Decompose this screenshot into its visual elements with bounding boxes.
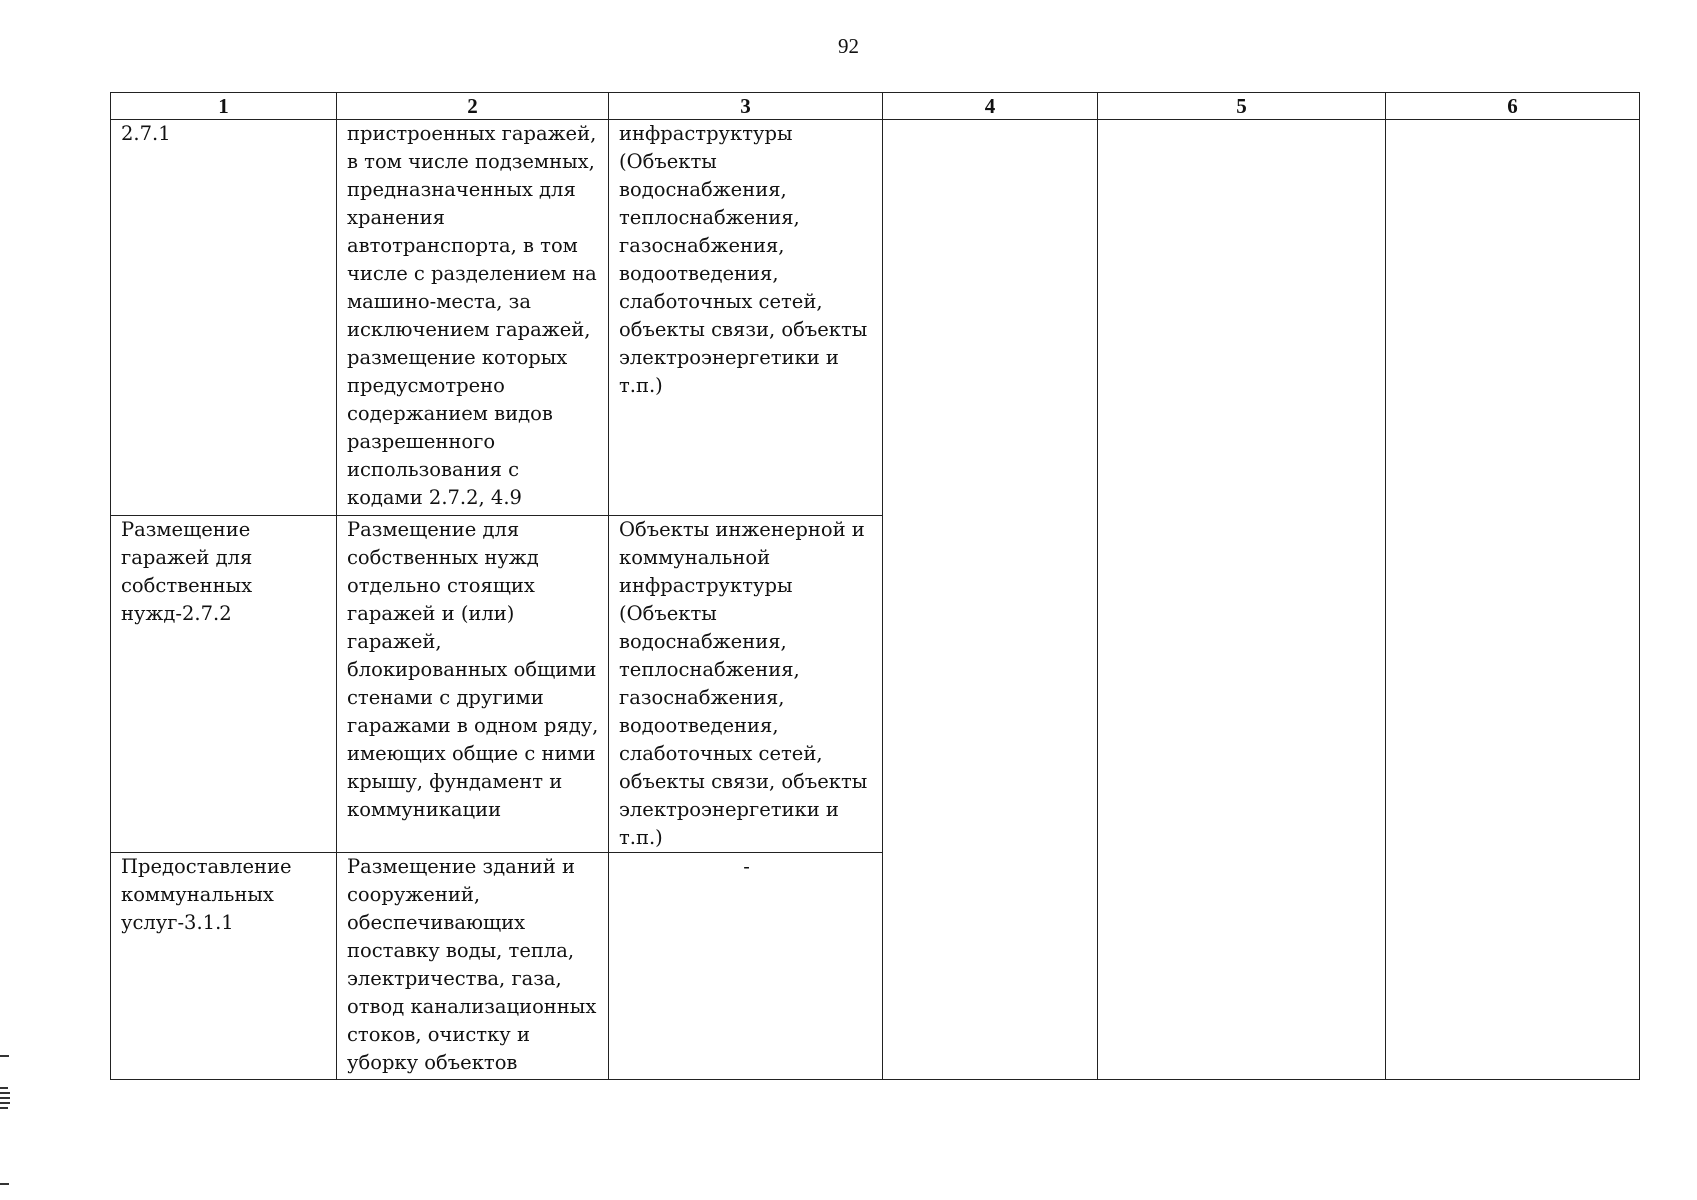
cell-land-use-code: Размещение гаражей для собственных нужд-2.7.2 <box>111 516 337 853</box>
header-col-6: 6 <box>1386 93 1640 120</box>
regulations-table <box>110 92 1640 1080</box>
scan-mark <box>0 1097 10 1099</box>
page-number: 92 <box>838 34 859 58</box>
scan-mark <box>0 1092 10 1094</box>
header-col-2: 2 <box>337 93 609 120</box>
scan-mark <box>0 1102 10 1104</box>
scan-mark <box>0 1183 9 1185</box>
cell-auxiliary-uses: Объекты инженерной и коммунальной инфраструктуры (Объекты водоснабжения, теплоснабжения, газоснабжения, водоотведения, слаботочных сетей, объекты связи, объекты электроэнергетики и т.п.) <box>609 516 883 853</box>
header-col-5: 5 <box>1098 93 1386 120</box>
cell-land-use-description: Размещение зданий и сооружений, обеспечивающих поставку воды, тепла, электричества, газа, отвод канализационных стоков, очистку и уборку объектов <box>337 853 609 1080</box>
header-col-3: 3 <box>609 93 883 120</box>
header-col-4: 4 <box>883 93 1098 120</box>
cell-land-use-description: пристроенных гаражей, в том числе подземных, предназначенных для хранения автотранспорта, в том числе с разделением на машино-места, за исключением гаражей, размещение которых предусмотрено содержанием видов разрешенного использования с кодами 2.7.2, 4.9 <box>337 120 609 516</box>
cell-land-use-description: Размещение для собственных нужд отдельно стоящих гаражей и (или) гаражей, блокированных общими стенами с другими гаражами в одном ряду, имеющих общие с ними крышу, фундамент и коммуникации <box>337 516 609 853</box>
cell-merged-col-4 <box>883 120 1098 1080</box>
table-row <box>111 120 1640 516</box>
cell-merged-col-5 <box>1098 120 1386 1080</box>
scan-mark <box>0 1055 9 1057</box>
cell-auxiliary-uses: инфраструктуры (Объекты водоснабжения, теплоснабжения, газоснабжения, водоотведения, слаботочных сетей, объекты связи, объекты электроэнергетики и т.п.) <box>609 120 883 516</box>
cell-land-use-code: 2.7.1 <box>111 120 337 516</box>
header-col-1: 1 <box>111 93 337 120</box>
table-header-row <box>111 93 1640 120</box>
cell-land-use-code: Предоставление коммунальных услуг-3.1.1 <box>111 853 337 1080</box>
cell-merged-col-6 <box>1386 120 1640 1080</box>
scan-mark <box>0 1087 8 1089</box>
cell-auxiliary-uses: - <box>609 853 883 1080</box>
scan-mark <box>0 1107 8 1109</box>
